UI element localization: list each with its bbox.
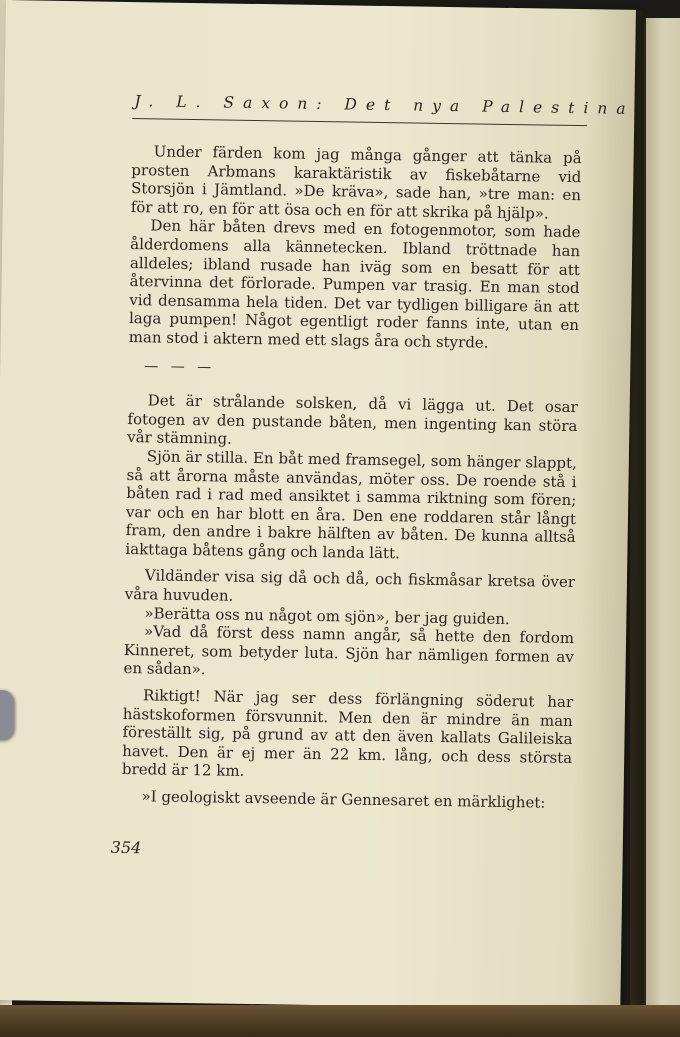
bookmark-tab bbox=[0, 690, 14, 740]
paragraph: »I geologiskt avseende är Gennesaret en märklighet: bbox=[141, 787, 546, 812]
paragraph: Det är strålande solsken, då vi lägga ut. Det osar fotogen av den pustande båten, men ingenting kan störa vår stämning. bbox=[127, 391, 578, 448]
book-cover-bottom bbox=[0, 1005, 680, 1037]
paragraph: Den här båten drevs med en fotogenmotor, som hade ålderdomens alla kännetecken. Ibland tröttnade han alldeles; ibland rusade han iväg som en besatt för att återvinna det förlorade. Pumpen var trasig. En man stod vid densamma hela tiden. Det var tydligen billigare än att laga pumpen! Något egentligt roder fanns inte, utan en man stod i aktern med ett slags åra och styrde. bbox=[128, 216, 581, 352]
paragraph: Under färden kom jag många gånger att tänka på prosten Arbmans karaktäristik av fiskebåtarne vid Storsjön i Jämtland. »De kräva», sade han, »tre man: en för att ro, en för att ösa och en för att skrika på hjälp». bbox=[130, 142, 582, 223]
paragraph: »Berätta oss nu något om sjön», ber jag guiden. bbox=[144, 603, 510, 628]
next-page-edge bbox=[644, 18, 680, 1018]
paragraph: Sjön är stilla. En båt med framsegel, som hänger slappt, så att årorna måste användas, möter oss. De roende stå i båten rad i rad med ansiktet i samma riktning som fören; var och en har blott en åra. Den ene roddaren står långt fram, den andre i bakre hälften av båten. De kunna alltså iakttaga båtens gång och landa lätt. bbox=[125, 447, 577, 563]
section-separator: — — — bbox=[144, 357, 216, 375]
paragraph: Vildänder visa sig då och då, och fiskmåsar kretsa över våra huvuden. bbox=[124, 566, 576, 605]
running-head: J. L. Saxon: Det nya Palestina bbox=[134, 92, 635, 118]
body-text bbox=[121, 142, 581, 813]
header-rule bbox=[132, 118, 587, 126]
paragraph: Riktigt! När jag ser dess förlängning söderut har hästskoformen försvunnit. Men den är mindre än man föreställt sig, på grund av att den även kallats Galileiska havet. Den är ej mer än 22 km. lång, och dess största bredd är 12 km. bbox=[121, 686, 574, 781]
paragraph: »Vad då först dess namn angår, så hette den fordom Kinneret, som betyder luta. Sjön har nämligen formen av en sådan». bbox=[123, 622, 575, 679]
page-number: 354 bbox=[110, 837, 142, 858]
